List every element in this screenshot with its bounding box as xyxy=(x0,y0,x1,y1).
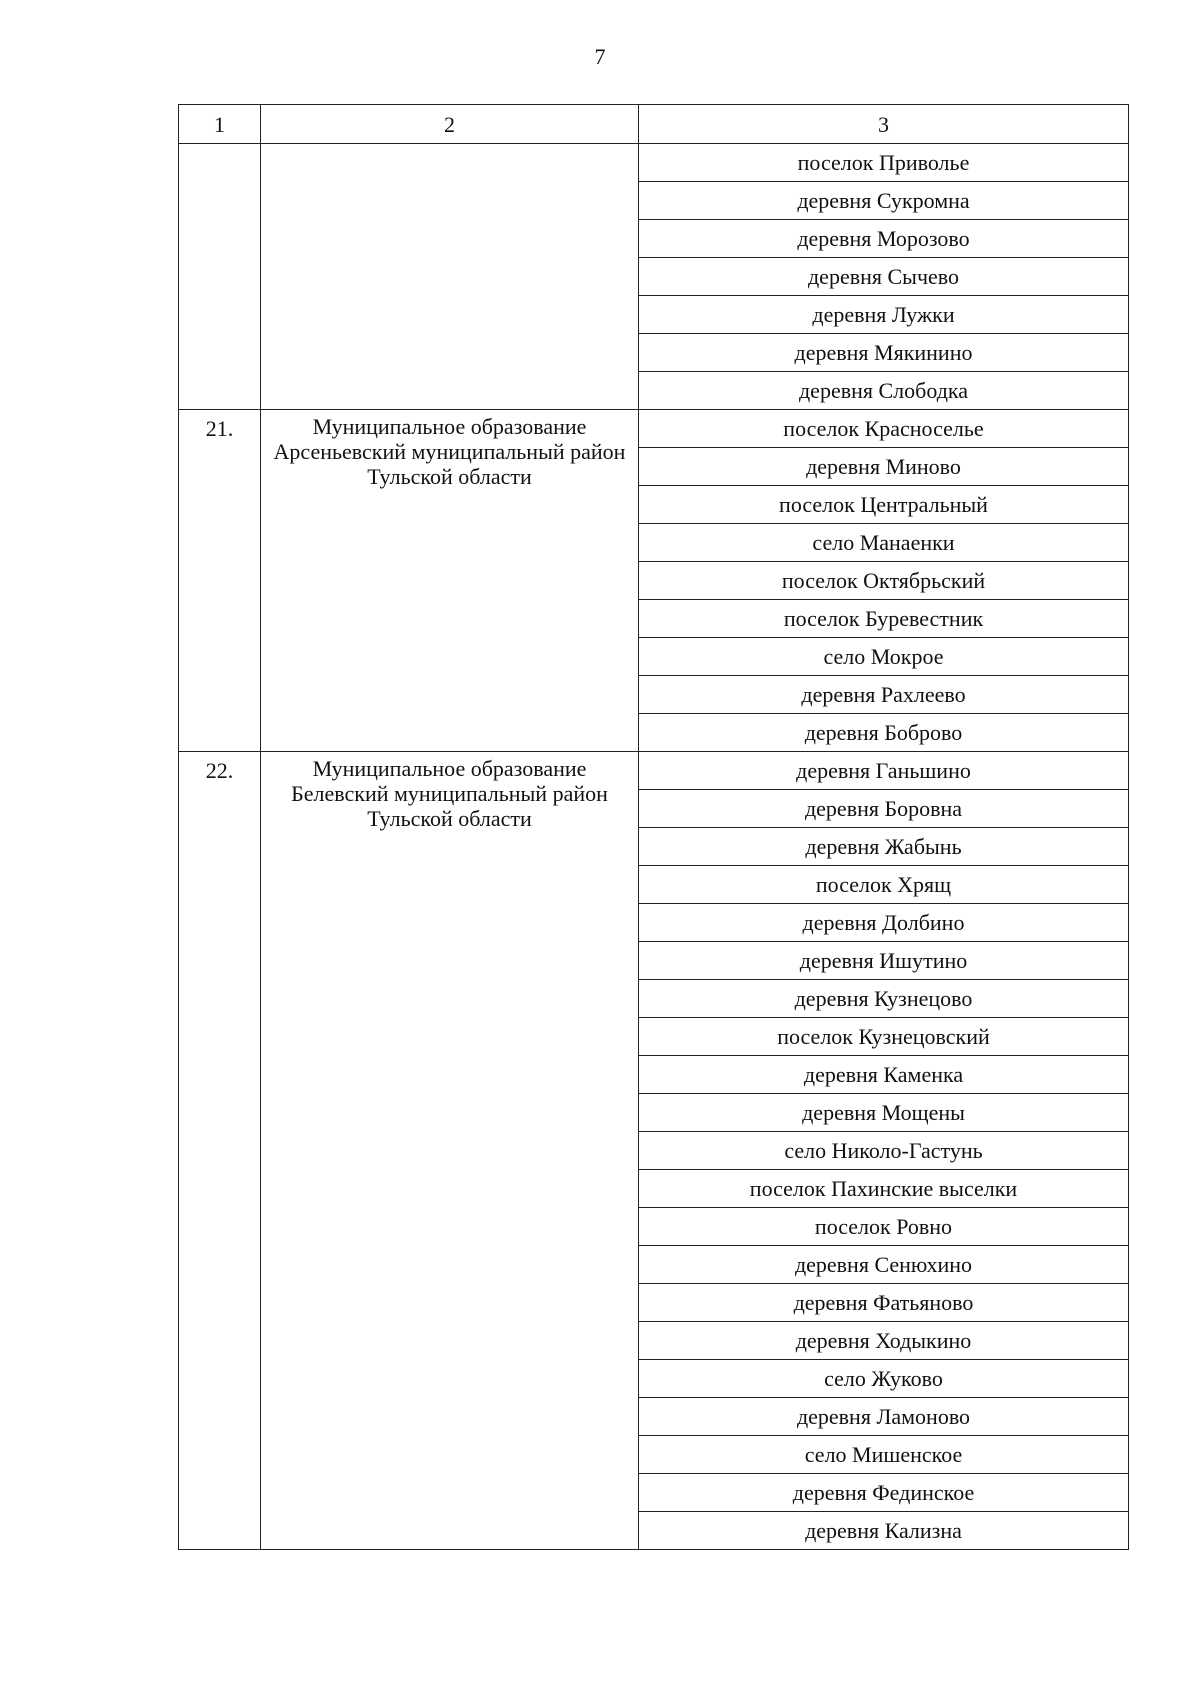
settlement-name: поселок Октябрьский xyxy=(639,562,1129,600)
settlement-name: деревня Сукромна xyxy=(639,182,1129,220)
settlement-name: деревня Кузнецово xyxy=(639,980,1129,1018)
settlement-name: деревня Жабынь xyxy=(639,828,1129,866)
settlement-name: село Мокрое xyxy=(639,638,1129,676)
settlement-name: поселок Центральный xyxy=(639,486,1129,524)
settlement-name: деревня Каменка xyxy=(639,1056,1129,1094)
settlement-name: село Мишенское xyxy=(639,1436,1129,1474)
settlement-name: деревня Ламоново xyxy=(639,1398,1129,1436)
table-row xyxy=(179,410,1129,448)
settlement-name: деревня Боброво xyxy=(639,714,1129,752)
settlement-name: деревня Слободка xyxy=(639,372,1129,410)
settlement-name: село Николо-Гастунь xyxy=(639,1132,1129,1170)
settlements-table xyxy=(178,104,1129,1550)
settlement-name: деревня Сычево xyxy=(639,258,1129,296)
settlement-name: деревня Кализна xyxy=(639,1512,1129,1550)
header-col-3: 3 xyxy=(639,105,1129,144)
district-number: 22. xyxy=(179,752,261,1550)
district-number xyxy=(179,144,261,410)
settlement-name: деревня Боровна xyxy=(639,790,1129,828)
municipality-name: Муниципальное образование Белевский муниципальный район Тульской области xyxy=(261,752,639,1550)
table-row xyxy=(179,752,1129,790)
district-number: 21. xyxy=(179,410,261,752)
settlement-name: поселок Приволье xyxy=(639,144,1129,182)
municipality-name xyxy=(261,144,639,410)
settlement-name: деревня Мякинино xyxy=(639,334,1129,372)
settlement-name: деревня Фединское xyxy=(639,1474,1129,1512)
settlement-name: деревня Лужки xyxy=(639,296,1129,334)
page-number: 7 xyxy=(594,44,606,69)
header-col-2: 2 xyxy=(261,105,639,144)
settlement-name: деревня Долбино xyxy=(639,904,1129,942)
settlement-name: деревня Фатьяново xyxy=(639,1284,1129,1322)
settlement-name: деревня Мощены xyxy=(639,1094,1129,1132)
settlement-name: поселок Ровно xyxy=(639,1208,1129,1246)
settlement-name: село Манаенки xyxy=(639,524,1129,562)
settlement-name: поселок Кузнецовский xyxy=(639,1018,1129,1056)
settlement-name: деревня Миново xyxy=(639,448,1129,486)
settlement-name: деревня Ганьшино xyxy=(639,752,1129,790)
settlement-name: поселок Буревестник xyxy=(639,600,1129,638)
settlement-name: деревня Морозово xyxy=(639,220,1129,258)
settlement-name: деревня Рахлеево xyxy=(639,676,1129,714)
settlement-name: деревня Ходыкино xyxy=(639,1322,1129,1360)
table-header-row xyxy=(179,105,1129,144)
table-row xyxy=(179,144,1129,182)
settlement-name: поселок Красноселье xyxy=(639,410,1129,448)
settlement-name: деревня Сенюхино xyxy=(639,1246,1129,1284)
header-col-1: 1 xyxy=(179,105,261,144)
settlement-name: село Жуково xyxy=(639,1360,1129,1398)
settlement-name: поселок Пахинские выселки xyxy=(639,1170,1129,1208)
settlement-name: деревня Ишутино xyxy=(639,942,1129,980)
municipality-name: Муниципальное образование Арсеньевский муниципальный район Тульской области xyxy=(261,410,639,752)
settlement-name: поселок Хрящ xyxy=(639,866,1129,904)
